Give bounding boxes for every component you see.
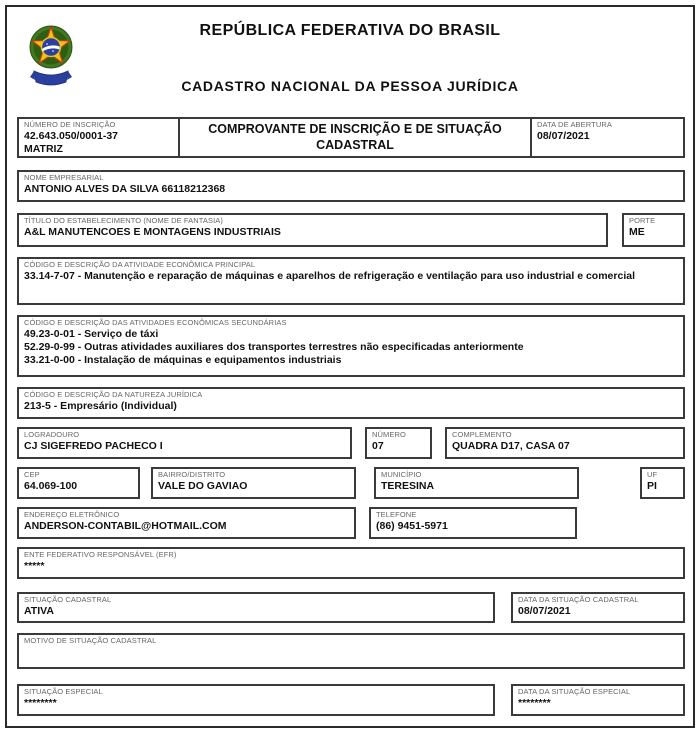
field-label: CÓDIGO E DESCRIÇÃO DAS ATIVIDADES ECONÔMICAS SECUNDÁRIAS: [24, 318, 287, 327]
field-logradouro: [17, 427, 352, 459]
field-label: UF: [647, 470, 658, 479]
field-motivo-situacao-cadastral: [17, 633, 685, 669]
row-inscription: [17, 117, 685, 158]
field-numero-inscricao: [19, 119, 178, 156]
field-value: (86) 9451-5971: [376, 519, 448, 532]
field-value: PI: [647, 479, 657, 492]
field-value: ME: [629, 225, 645, 238]
field-label: MUNICÍPIO: [381, 470, 422, 479]
field-label: ENDEREÇO ELETRÔNICO: [24, 510, 120, 519]
field-label: LOGRADOURO: [24, 430, 80, 439]
field-data-abertura: [532, 119, 683, 156]
field-label: SITUAÇÃO ESPECIAL: [24, 687, 103, 696]
field-value: 33.14-7-07 - Manutenção e reparação de máquinas e aparelhos de refrigeração e ventilação para uso industrial e comercial: [24, 269, 635, 282]
field-natureza-juridica: [17, 387, 685, 419]
field-atividade-principal: [17, 257, 685, 305]
field-label: CÓDIGO E DESCRIÇÃO DA NATUREZA JURÍDICA: [24, 390, 203, 399]
field-value: ANTONIO ALVES DA SILVA 66118212368: [24, 182, 226, 195]
field-complemento: [445, 427, 685, 459]
field-label: SITUAÇÃO CADASTRAL: [24, 595, 112, 604]
field-label: NOME EMPRESARIAL: [24, 173, 104, 182]
field-municipio: [374, 467, 579, 499]
field-endereco-eletronico: [17, 507, 356, 539]
field-label: TÍTULO DO ESTABELECIMENTO (NOME DE FANTASIA): [24, 216, 224, 225]
field-value: VALE DO GAVIAO: [158, 479, 248, 492]
field-efr: [17, 547, 685, 579]
field-label: DATA DA SITUAÇÃO CADASTRAL: [518, 595, 639, 604]
field-label: TELEFONE: [376, 510, 417, 519]
field-value: CJ SIGEFREDO PACHECO I: [24, 439, 163, 452]
field-situacao-especial: [17, 684, 495, 716]
field-value: TERESINA: [381, 479, 435, 492]
field-label: CEP: [24, 470, 40, 479]
field-value: ********: [24, 696, 57, 709]
field-label: COMPLEMENTO: [452, 430, 512, 439]
field-atividades-secundarias: [17, 315, 685, 377]
field-label: DATA DE ABERTURA: [537, 120, 612, 129]
field-value: 08/07/2021: [518, 604, 571, 617]
field-value: ANDERSON-CONTABIL@HOTMAIL.COM: [24, 519, 227, 532]
field-bairro-distrito: [151, 467, 356, 499]
field-value: 07: [372, 439, 384, 452]
field-value: A&L MANUTENCOES E MONTAGENS INDUSTRIAIS: [24, 225, 281, 238]
field-value: ********: [518, 696, 551, 709]
republic-title: REPÚBLICA FEDERATIVA DO BRASIL: [199, 22, 501, 39]
field-value: ATIVA: [24, 604, 54, 617]
field-data-situacao-especial: [511, 684, 685, 716]
certificate-title: COMPROVANTE DE INSCRIÇÃO E DE SITUAÇÃO CADASTRAL: [178, 119, 532, 156]
field-label: MOTIVO DE SITUAÇÃO CADASTRAL: [24, 636, 157, 645]
field-label: ENTE FEDERATIVO RESPONSÁVEL (EFR): [24, 550, 177, 559]
field-nome-empresarial: [17, 170, 685, 202]
field-telefone: [369, 507, 577, 539]
field-value: *****: [24, 559, 45, 572]
field-titulo-estabelecimento: [17, 213, 608, 247]
field-numero: [365, 427, 432, 459]
field-value: 64.069-100: [24, 479, 78, 492]
registry-title: CADASTRO NACIONAL DA PESSOA JURÍDICA: [181, 78, 519, 94]
secondary-activity-item: 52.29-0-99 - Outras atividades auxiliares dos transportes terrestres não especificadas anteriormente: [24, 340, 524, 353]
field-data-situacao-cadastral: [511, 592, 685, 623]
field-label: NÚMERO DE INSCRIÇÃO: [24, 120, 116, 129]
secondary-activity-item: 49.23-0-01 - Serviço de táxi: [24, 327, 159, 340]
field-cep: [17, 467, 140, 499]
field-value: 213-5 - Empresário (Individual): [24, 399, 177, 412]
field-porte: [622, 213, 685, 247]
field-uf: [640, 467, 685, 499]
field-value: QUADRA D17, CASA 07: [452, 439, 570, 452]
field-label: NÚMERO: [372, 430, 406, 439]
field-label: PORTE: [629, 216, 656, 225]
field-label: CÓDIGO E DESCRIÇÃO DA ATIVIDADE ECONÔMICA PRINCIPAL: [24, 260, 256, 269]
field-value: 42.643.050/0001-37: [24, 129, 119, 142]
field-value-branch: MATRIZ: [24, 142, 63, 155]
secondary-activity-item: 33.21-0-00 - Instalação de máquinas e equipamentos industriais: [24, 354, 342, 366]
field-label: BAIRRO/DISTRITO: [158, 470, 226, 479]
field-value: 08/07/2021: [537, 129, 590, 142]
field-situacao-cadastral: [17, 592, 495, 623]
field-label: DATA DA SITUAÇÃO ESPECIAL: [518, 687, 631, 696]
